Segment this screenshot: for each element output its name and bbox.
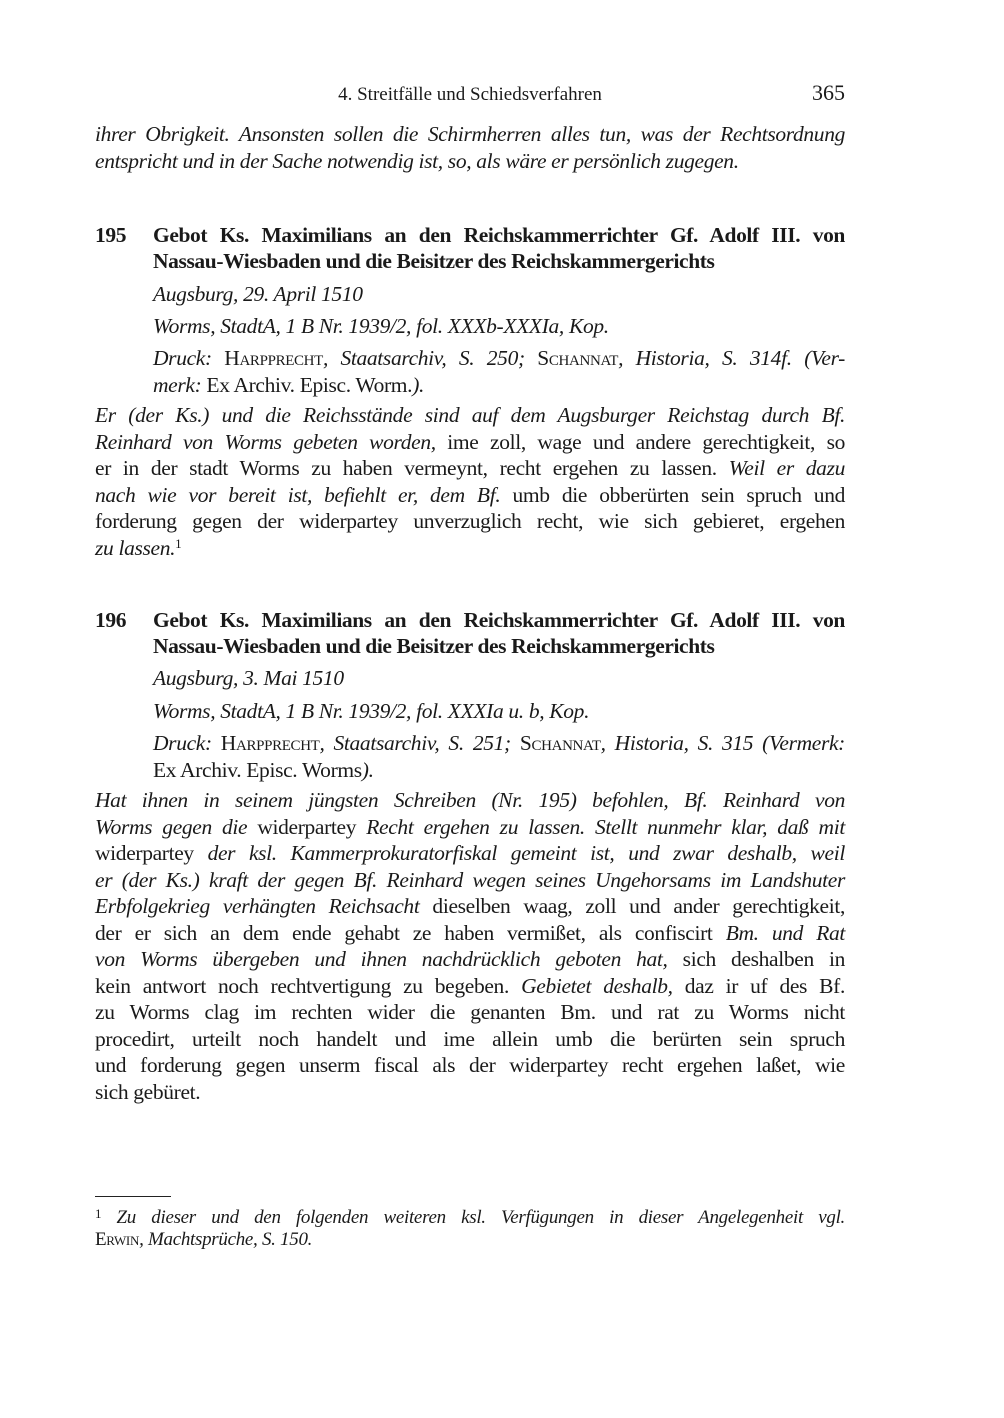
text-line: [95, 999, 845, 1026]
entry-source: [153, 698, 845, 725]
text-segment: , Historia, S. 315 (Vermerk:: [600, 731, 845, 755]
text-segment: Ex Archiv. Episc. Worm.: [206, 372, 413, 397]
text-line: [95, 867, 845, 894]
text-segment: der er sich an dem ende gehabt ze haben vermißet, als confiscirt: [95, 920, 726, 945]
text-line: [153, 345, 845, 372]
entry-date: [153, 281, 845, 308]
text-line: [153, 665, 845, 692]
text-line: [95, 1207, 845, 1229]
entry-title-line: Gebot Ks. Maximilians an den Reichskammerrichter Gf. Adolf III. von: [153, 608, 845, 632]
text-segment: , Machtsprüche, S. 150.: [139, 1229, 313, 1250]
text-segment: ime zoll, wage und andere gerechtigkeit, so: [435, 429, 845, 454]
entry-title-line: Nassau-Wiesbaden und die Beisitzer des Reichskammergerichts: [153, 249, 715, 273]
text-line: [95, 973, 845, 1000]
text-segment: Harpprecht: [224, 346, 323, 370]
text-segment: dieselben waag, zoll und ander gerechtigkeit,: [419, 894, 845, 918]
running-title: 4. Streitfälle und Schiedsverfahren: [338, 84, 602, 105]
text-segment: Zu dieser und den folgenden weiteren ksl. Verfügungen in dieser Angelegenheit vgl.: [101, 1207, 845, 1228]
text-line: [153, 281, 845, 308]
text-segment: nach wie vor bereit ist, befiehlt er, dem Bf.: [95, 482, 501, 507]
text-segment: ).: [361, 757, 374, 782]
entry-number: 196: [95, 608, 127, 632]
entry-196-heading: [95, 607, 845, 659]
running-header: [95, 80, 845, 108]
text-line: [95, 508, 845, 535]
text-segment: Schannat: [519, 731, 601, 755]
text-line: [95, 814, 845, 841]
page-number: 365: [812, 80, 845, 105]
entry-source: [153, 313, 845, 340]
entry-print: [153, 345, 845, 398]
text-segment: Ex Archiv. Episc. Worms: [153, 757, 362, 782]
text-segment: Worms, StadtA, 1 B Nr. 1939/2, fol. XXXb-XXXIa, Kop.: [153, 314, 609, 338]
text-segment: forderung gegen der widerpartey unverzuglich recht, wie sich gebieret, ergehen: [95, 509, 845, 533]
text-segment: Bm. und Rat: [725, 920, 846, 945]
entry-title-line: Gebot Ks. Maximilians an den Reichskammerrichter Gf. Adolf III. von: [153, 223, 845, 247]
text-segment: widerpartey: [247, 814, 367, 839]
text-segment: der ksl. Kammerprokuratorfiskal gemeint ist, und zwar deshalb, weil: [207, 841, 845, 865]
text-segment: Druck:: [153, 731, 221, 755]
entry-body: [95, 787, 845, 1105]
text-segment: Augsburg, 3. Mai 1510: [153, 666, 344, 690]
text-segment: ).: [412, 372, 425, 397]
text-segment: sich deshalben in: [667, 947, 846, 971]
text-segment: von Worms übergeben und ihnen nachdrücklich geboten hat,: [95, 947, 668, 971]
text-segment: ihrer Obrigkeit. Ansonsten sollen die Schirmherren alles tun, was der Rechtsordnung: [95, 122, 845, 146]
text-segment: Erbfolgekrieg verhängten Reichsacht: [95, 894, 420, 918]
text-line: [95, 121, 845, 148]
entry-print: [153, 730, 845, 783]
entry-195-heading: [95, 222, 845, 274]
text-line: [95, 840, 845, 867]
text-segment: sich gebüret.: [95, 1079, 201, 1104]
text-segment: Worms gegen die: [95, 814, 248, 839]
footnote-marker: 1: [175, 535, 182, 551]
text-line: [95, 787, 845, 814]
text-segment: widerpartey: [95, 841, 208, 865]
text-segment: umb die obberürten sein spruch und: [500, 482, 846, 507]
text-segment: procedirt, urteilt noch handelt und ime allein umb die berürten sein spruch: [95, 1026, 845, 1051]
text-line: [95, 482, 845, 509]
continued-paragraph: [95, 121, 845, 174]
text-line: [95, 429, 845, 456]
text-segment: Er (der Ks.) und die Reichsstände sind auf dem Augsburger Reichstag durch Bf.: [95, 403, 845, 427]
text-segment: Harpprecht: [220, 731, 320, 755]
text-segment: er in der stadt Worms zu haben vermeynt, recht ergehen zu lassen.: [95, 456, 729, 480]
text-segment: merk:: [153, 372, 207, 397]
text-segment: daz ir uf des Bf.: [672, 973, 845, 998]
text-segment: und forderung gegen unserm fiscal als der widerpartey recht ergehen laßet, wie: [95, 1053, 845, 1077]
text-segment: , Historia, S. 314f. (Ver-: [618, 346, 845, 370]
text-line: [153, 757, 845, 784]
text-segment: kein antwort noch rechtvertigung zu begeben.: [95, 973, 522, 998]
text-segment: Erwin: [95, 1229, 140, 1250]
text-segment: , Staatsarchiv, S. 250;: [322, 346, 538, 370]
text-line: [95, 535, 845, 562]
text-line: [95, 1052, 845, 1079]
entry-title-line: Nassau-Wiesbaden und die Beisitzer des Reichskammergerichts: [153, 634, 715, 658]
text-line: [153, 372, 845, 399]
text-segment: Weil er dazu: [728, 456, 845, 480]
text-line: [95, 893, 845, 920]
footnote-marker: 1: [95, 1206, 102, 1221]
text-segment: er (der Ks.) kraft der gegen Bf. Reinhard wegen seines Ungehorsams im Landshuter: [95, 867, 845, 892]
text-segment: Gebietet deshalb,: [521, 973, 673, 998]
text-line: [95, 402, 845, 429]
entry-body: [95, 402, 845, 561]
entry-date: [153, 665, 845, 692]
text-line: [95, 1079, 845, 1106]
text-line: [153, 730, 845, 757]
text-line: [153, 313, 845, 340]
text-line: [95, 946, 845, 973]
text-line: [95, 1026, 845, 1053]
text-segment: Augsburg, 29. April 1510: [153, 282, 363, 306]
entry-number: 195: [95, 223, 127, 247]
text-segment: Recht ergehen zu lassen. Stellt nunmehr klar, daß mit: [366, 814, 845, 839]
text-segment: entspricht und in der Sache notwendig ist, so, als wäre er persönlich zugegen.: [95, 148, 739, 173]
text-line: [95, 455, 845, 482]
text-line: [95, 920, 845, 947]
footnote-rule: [95, 1196, 171, 1197]
text-segment: Reinhard von Worms gebeten worden,: [95, 429, 436, 454]
text-segment: Hat ihnen in seinem jüngsten Schreiben (Nr. 195) befohlen, Bf. Reinhard von: [95, 788, 845, 812]
text-segment: , Staatsarchiv, S. 251;: [319, 731, 520, 755]
text-line: [95, 148, 845, 175]
text-segment: zu Worms clag im rechten wider die genanten Bm. und rat zu Worms nicht: [95, 1000, 845, 1024]
text-line: [153, 698, 845, 725]
text-segment: zu lassen.: [95, 535, 176, 560]
text-segment: Druck:: [153, 346, 225, 370]
text-segment: Schannat: [537, 346, 619, 370]
text-segment: Worms, StadtA, 1 B Nr. 1939/2, fol. XXXIa u. b, Kop.: [153, 699, 590, 723]
footnote: [95, 1207, 845, 1251]
text-line: [95, 1229, 845, 1251]
